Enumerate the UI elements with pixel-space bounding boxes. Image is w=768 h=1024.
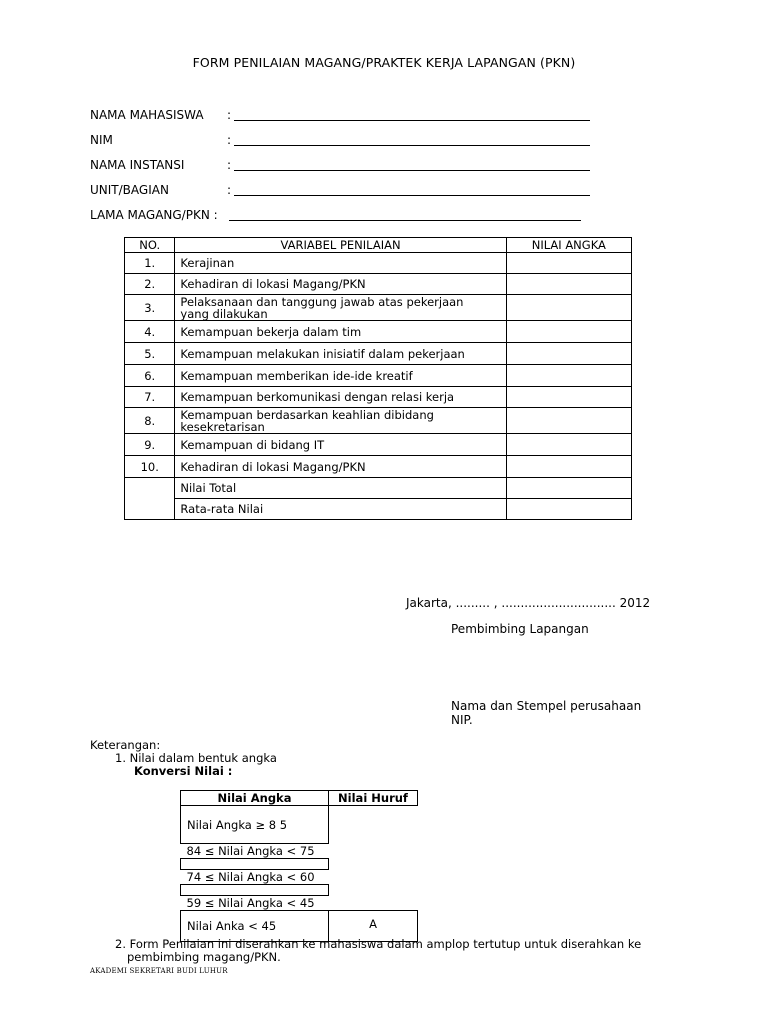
row-number: 7. [125,387,175,408]
conversion-huruf: A [329,911,418,942]
row-variable: Kemampuan bekerja dalam tim [175,321,506,343]
value-cell[interactable] [506,434,631,456]
row-variable-line2: kesekretarisan [180,419,265,434]
table-row [125,343,632,365]
unit-bagian-fill-line[interactable] [234,195,590,196]
row-variable-line1: Pelaksanaan dan tanggung jawab atas pekerjaan [180,294,464,309]
signer-role: Pembimbing Lapangan [451,622,589,636]
empty-number-cell [125,478,175,520]
field-colon: : [227,183,232,197]
conversion-header-row [181,791,418,806]
conversion-spacer [329,885,418,896]
field-colon: : [227,108,232,122]
conversion-angka: 84 ≤ Nilai Angka < 75 [186,844,315,858]
table-row [125,365,632,387]
notes-item-2-line1: 2. Form Penilaian ini diserahkan ke mahasiswa dalam amplop tertutup untuk diserahkan ke [115,937,642,951]
field-label-nama-mahasiswa: NAMA MAHASISWA [90,108,204,122]
table-row [125,253,632,274]
conversion-huruf [329,896,418,911]
conversion-spacer [181,885,329,896]
value-cell[interactable] [506,321,631,343]
conversion-row [181,844,418,859]
average-value-cell[interactable] [506,499,631,520]
table-header-row [125,238,632,253]
value-cell[interactable] [506,365,631,387]
row-variable: Kerajinan [175,253,506,274]
value-cell[interactable] [506,253,631,274]
row-number: 3. [125,295,175,321]
nama-instansi-fill-line[interactable] [234,170,590,171]
field-label-nim: NIM [90,133,113,147]
conversion-table [180,790,418,942]
row-variable-line2: yang dilakukan [180,306,268,321]
field-label-nama-instansi: NAMA INSTANSI [90,158,185,172]
value-cell[interactable] [506,295,631,321]
conversion-header-angka: Nilai Angka [181,791,329,806]
notes-item-2-line2: pembimbing magang/PKN. [127,950,281,964]
row-number: 4. [125,321,175,343]
conversion-huruf [329,806,418,844]
conversion-title: Konversi Nilai : [134,764,233,778]
form-title: FORM PENILAIAN MAGANG/PRAKTEK KERJA LAPANGAN (PKN) [192,55,576,70]
row-variable-multiline [175,408,506,434]
table-row [125,408,632,434]
conversion-spacer-row [181,859,418,870]
header-no: NO. [125,238,175,253]
average-label: Rata-rata Nilai [175,499,506,520]
row-variable: Kehadiran di lokasi Magang/PKN [175,274,506,295]
row-variable: Kemampuan memberikan ide-ide kreatif [175,365,506,387]
row-variable: Kemampuan berkomunikasi dengan relasi kerja [175,387,506,408]
row-number: 9. [125,434,175,456]
field-colon: : [227,133,232,147]
conversion-huruf [329,870,418,885]
conversion-spacer-row [181,885,418,896]
conversion-angka: Nilai Angka ≥ 8 5 [181,806,329,844]
total-value-cell[interactable] [506,478,631,499]
row-number: 8. [125,408,175,434]
row-variable-line1: Kemampuan berdasarkan keahlian dibidang [180,407,434,422]
place-date: Jakarta, ......... , .............................. 2012 [406,596,651,610]
header-variable: VARIABEL PENILAIAN [175,238,506,253]
notes-heading: Keterangan: [90,738,161,752]
row-number: 10. [125,456,175,478]
conversion-spacer [329,859,418,870]
conversion-row [181,870,418,885]
assessment-table [124,237,632,520]
row-variable: Kehadiran di lokasi Magang/PKN [175,456,506,478]
average-row [125,499,632,520]
table-row [125,456,632,478]
conversion-row [181,806,418,844]
row-number: 6. [125,365,175,387]
field-label-unit-bagian: UNIT/BAGIAN [90,183,169,197]
nama-mahasiswa-fill-line[interactable] [234,120,590,121]
row-number: 5. [125,343,175,365]
value-cell[interactable] [506,274,631,295]
nip-label: NIP. [451,713,473,727]
field-colon: : [227,158,232,172]
header-value: NILAI ANGKA [506,238,631,253]
page-footer: AKADEMI SEKRETARI BUDI LUHUR [90,967,228,975]
conversion-huruf [329,844,418,859]
row-variable: Kemampuan di bidang IT [175,434,506,456]
table-row [125,295,632,321]
conversion-row [181,896,418,911]
conversion-angka: Nilai Anka < 45 [181,911,329,942]
total-row [125,478,632,499]
table-row [125,387,632,408]
row-number: 2. [125,274,175,295]
conversion-spacer [181,859,329,870]
total-label: Nilai Total [175,478,506,499]
conversion-angka: 59 ≤ Nilai Angka < 45 [186,896,315,910]
lama-magang-fill-line[interactable] [229,220,581,221]
row-variable-multiline [175,295,506,321]
notes-item-1: 1. Nilai dalam bentuk angka [115,751,277,765]
field-label-lama-magang: LAMA MAGANG/PKN : [90,208,218,222]
nim-fill-line[interactable] [234,145,590,146]
conversion-angka: 74 ≤ Nilai Angka < 60 [186,870,315,884]
value-cell[interactable] [506,387,631,408]
conversion-header-huruf: Nilai Huruf [329,791,418,806]
value-cell[interactable] [506,343,631,365]
table-row [125,321,632,343]
table-row [125,434,632,456]
value-cell[interactable] [506,408,631,434]
name-stamp-label: Nama dan Stempel perusahaan [451,699,642,713]
value-cell[interactable] [506,456,631,478]
row-variable: Kemampuan melakukan inisiatif dalam pekerjaan [175,343,506,365]
table-row [125,274,632,295]
row-number: 1. [125,253,175,274]
